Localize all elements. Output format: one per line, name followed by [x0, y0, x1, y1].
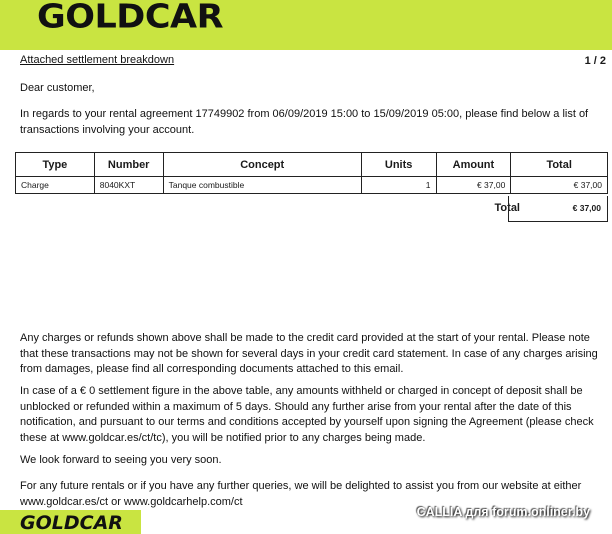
cell-total: € 37,00: [511, 177, 608, 194]
total-row: [15, 197, 608, 223]
watermark: CALLIA для forum.onliner.by: [416, 505, 590, 519]
intro-paragraph: In regards to your rental agreement 17749902 from 06/09/2019 15:00 to 15/09/2019 05:00, please find below a list of transactions involving your account.: [20, 108, 589, 136]
col-header-number: Number: [94, 153, 163, 177]
closing-paragraph: We look forward to seeing you very soon.: [20, 454, 222, 466]
greeting: Dear customer,: [20, 82, 95, 94]
page-number: 1 / 2: [584, 55, 606, 67]
col-header-amount: Amount: [436, 153, 511, 177]
transactions-table: [15, 152, 608, 194]
cell-concept: Tanque combustible: [163, 177, 361, 194]
table-header-row: [16, 153, 608, 177]
col-header-type: Type: [16, 153, 95, 177]
table-row: [16, 177, 608, 194]
cell-units: 1: [361, 177, 436, 194]
total-value: € 37,00: [572, 203, 601, 213]
contact-paragraph: For any future rentals or if you have any further queries, we will be delighted to assist you from our website at either www.goldcar.es/ct or www.goldcarhelp.com/ct: [20, 480, 582, 508]
document-title: Attached settlement breakdown: [20, 54, 175, 66]
settlement-paragraph: In case of a € 0 settlement figure in the above table, any amounts withheld or charged in concept of deposit shall be unblocked or refunded within a maximum of 5 days. Should any further arise from your rental after the date of this notification, and pursuant to our terms and conditions accepted by yourself upon signing the Agreement (please check these at www.goldcar.es/ct/tc), you will be notified prior to any charges being made.: [20, 385, 594, 444]
total-box: [508, 196, 608, 222]
cell-number: 8040KXT: [94, 177, 163, 194]
total-label: Total: [494, 202, 520, 214]
col-header-concept: Concept: [163, 153, 361, 177]
col-header-units: Units: [361, 153, 436, 177]
cell-amount: € 37,00: [436, 177, 511, 194]
charges-paragraph: Any charges or refunds shown above shall be made to the credit card provided at the start of your rental. Please note that these transactions may not be shown for several days in your credit card statement. In case of any charges arising from damages, please find all corresponding documents attached to this email.: [20, 332, 598, 375]
col-header-total: Total: [511, 153, 608, 177]
cell-type: Charge: [16, 177, 95, 194]
goldcar-logo: GOLDCAR: [37, 0, 224, 37]
goldcar-footer-logo: GOLDCAR: [20, 512, 123, 534]
